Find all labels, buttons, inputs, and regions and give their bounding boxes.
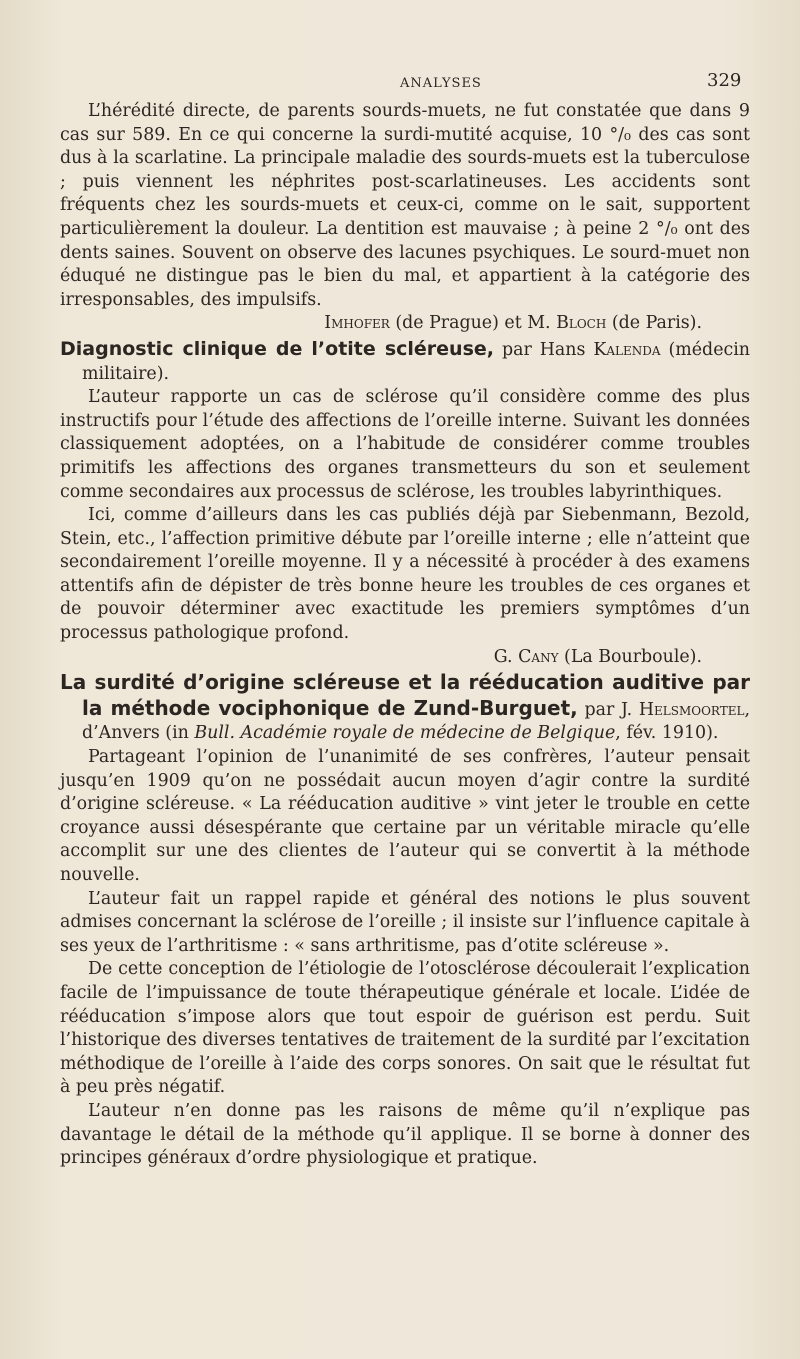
paragraph: Partageant l’opinion de l’unanimité de ses confrères, l’auteur pensait jusqu’en 1909 qu’on ne possédait aucun moyen d’agir contre la surdité d’origine scléreuse. « La rééducation auditive » vint jeter le trouble en cette croyance aussi désespérante que certaine par un véritable miracle qu’elle accomplit sur une des clientes de l’auteur qui se convertit à la méthode nouvelle. <box>60 747 750 885</box>
signature-cany <box>60 646 750 670</box>
article-heading <box>60 338 750 386</box>
article-author: Helsmoortel <box>638 699 745 720</box>
journal-title: Bull. Académie royale de médecine de Belgique <box>194 723 616 744</box>
paragraph-heredity: L’hérédité directe, de parents sourds-muets, ne fut constatée que dans 9 cas sur 589. En ce qui concerne la surdi-mutité acquise, 10 °/₀ des cas sont dus à la scarlatine. La principale maladie des sourds-muets est la tuberculose ; puis viennent les néphrites post-scarlatineuses. Les accidents sont fréquents chez les sourds-muets et ceux-ci, comme on le sait, supportent particulièrement la douleur. La dentition est mauvaise ; à peine 2 °/₀ ont des dents saines. Souvent on observe des lacunes psychiques. Le sourd-muet non éduqué ne distingue pas le bien du mal, et appartient à la catégorie des irresponsables, des impulsifs. <box>60 101 750 310</box>
author-place: (La Bourboule). <box>558 646 702 667</box>
byline-text: par Hans <box>493 339 594 360</box>
author-origin: , d’Anvers (in <box>82 699 751 744</box>
author-place: (de Paris). <box>606 313 702 334</box>
article-title: La surdité d’origine scléreuse et la rééducation auditive par la méthode vociphonique de Zund-Burguet, <box>60 670 750 720</box>
byline-text: par J. <box>577 699 639 720</box>
page-number: 329 <box>707 70 742 91</box>
publication-date: , fév. 1910). <box>615 723 719 744</box>
paragraph: L’auteur fait un rappel rapide et général des notions le plus souvent admises concernant la sclérose de l’oreille ; il insiste sur l’influence capitale à ses yeux de l’arthritisme : « sans arthritisme, pas d’otite scléreuse ». <box>60 888 750 956</box>
author-place: (de Prague) et M. <box>389 313 557 334</box>
article-title: Diagnostic clinique de l’otite scléreuse, <box>60 337 494 360</box>
page-header <box>60 0 750 100</box>
author-initial: G. <box>493 646 519 667</box>
paragraph: L’auteur rapporte un cas de sclérose qu’il considère comme des plus instructifs pour l’étude des affections de l’oreille interne. Suivant les données classiquement adoptées, on a l’habitude de considérer comme troubles primitifs les affections des organes transmetteurs du son et seulement comme secondaires aux processus de sclérose, les troubles labyrinthiques. <box>60 387 750 502</box>
signature-imhofer-bloch <box>60 312 750 336</box>
page-body <box>60 100 750 1171</box>
author-name: Cany <box>518 646 559 667</box>
paragraph: L’auteur n’en donne pas les raisons de même qu’il n’explique pas davantage le détail de la méthode qu’il applique. Il se borne à donner des principes généraux d’ordre physiologique et pratique. <box>60 1100 750 1169</box>
paragraph: De cette conception de l’étiologie de l’otosclérose découlerait l’explication facile de l’impuissance de toute thérapeutique générale et locale. L’idée de rééducation s’impose alors que tout espoir de guérison est perdu. Suit l’historique des diverses tentatives de traitement de la surdité par l’excitation méthodique de l’oreille à l’aide des corps sonores. On sait que le résultat fut à peu près négatif. <box>60 959 750 1098</box>
author-name: Bloch <box>556 313 607 334</box>
running-title: ANALYSES <box>400 76 482 91</box>
author-role: (médecin militaire). <box>82 339 750 384</box>
article-author: Kalenda <box>593 339 661 360</box>
author-name: Imhofer <box>324 313 390 334</box>
article-heading <box>60 671 750 746</box>
paragraph: Ici, comme d’ailleurs dans les cas publiés déjà par Siebenmann, Bezold, Stein, etc., l’affection primitive débute par l’oreille interne ; elle n’atteint que secondairement l’oreille moyenne. Il y a nécessité à procéder à des examens attentifs afin de dépister de très bonne heure les troubles de ces organes et de pouvoir déterminer avec exactitude les premiers symptômes d’un processus pathologique profond. <box>60 505 750 644</box>
